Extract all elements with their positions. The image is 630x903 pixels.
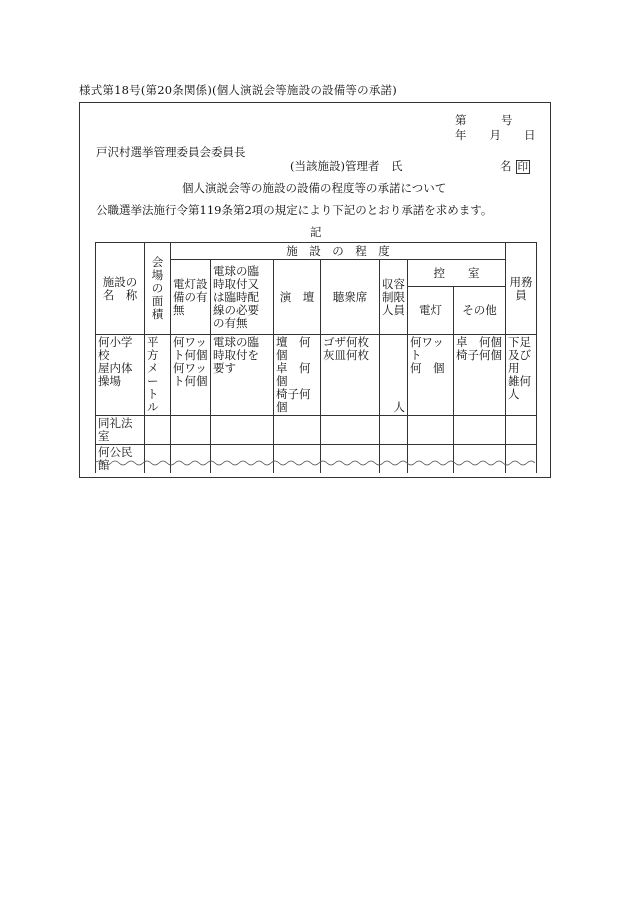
table-row (96, 416, 537, 445)
cell-staff: 下足 及び用 雑何人 (506, 335, 537, 416)
manager-label: (当該施設)管理者 氏 (290, 159, 403, 173)
cell-area: 平方 メートル (145, 335, 171, 416)
header-waiting-room: 控 室 (408, 260, 506, 287)
addressee: 戸沢村選挙管理委員会委員長 (96, 145, 246, 159)
cell-temp-wiring: 電球の臨 時取付を 要す (211, 335, 274, 416)
continuation-wave (95, 458, 536, 468)
header-lamp: 電灯 (408, 287, 454, 335)
subject: 個人演説会等の施設の設備の程度等の承諾について (182, 181, 447, 195)
header-audience-seats: 聴衆席 (321, 260, 380, 335)
cell-lamp: 何ワッ ト 何 個 (408, 335, 454, 416)
cell-lighting: 何ワッ ト何個 何ワッ ト何個 (171, 335, 211, 416)
facility-table (95, 242, 537, 473)
header-podium: 演 壇 (274, 260, 321, 335)
number-line: 第 号 (455, 113, 513, 127)
table-row (96, 335, 537, 416)
name-area (500, 158, 530, 174)
seal-icon: 印 (517, 161, 528, 173)
cell-other: 卓 何個 椅子何個 (454, 335, 506, 416)
cell-name: 同礼法 室 (96, 416, 145, 445)
cell-name: 何公民 館 (96, 445, 145, 474)
name-label: 名 (500, 159, 512, 173)
form-title: 様式第18号(第20条関係)(個人演説会等施設の設備等の承諾) (79, 83, 397, 97)
body-text: 公職選挙法施行令第119条第2項の規定により下記のとおり承諾を求めます。 (96, 203, 493, 217)
ki-label: 記 (310, 225, 322, 239)
header-capacity: 収容 制限 人員 (380, 260, 408, 335)
header-area: 会場 の 面積 (145, 243, 171, 335)
header-temp-wiring: 電球の臨 時取付又 は臨時配 線の必要 の有無 (211, 260, 274, 335)
cell-audience: ゴザ何枚 灰皿何枚 (321, 335, 380, 416)
date-line: 年 月 日 (455, 128, 536, 142)
header-staff: 用務 員 (506, 243, 537, 335)
cell-capacity: 人 (380, 335, 408, 416)
cell-podium: 壇 何個 卓 何個 椅子何個 (274, 335, 321, 416)
cell-name: 何小学 校 屋内体 操場 (96, 335, 145, 416)
header-facility-name: 施設の 名 称 (96, 243, 145, 335)
header-equipment-group: 施 設 の 程 度 (171, 243, 506, 260)
header-lighting: 電灯設 備の有 無 (171, 260, 211, 335)
header-other: その他 (454, 287, 506, 335)
